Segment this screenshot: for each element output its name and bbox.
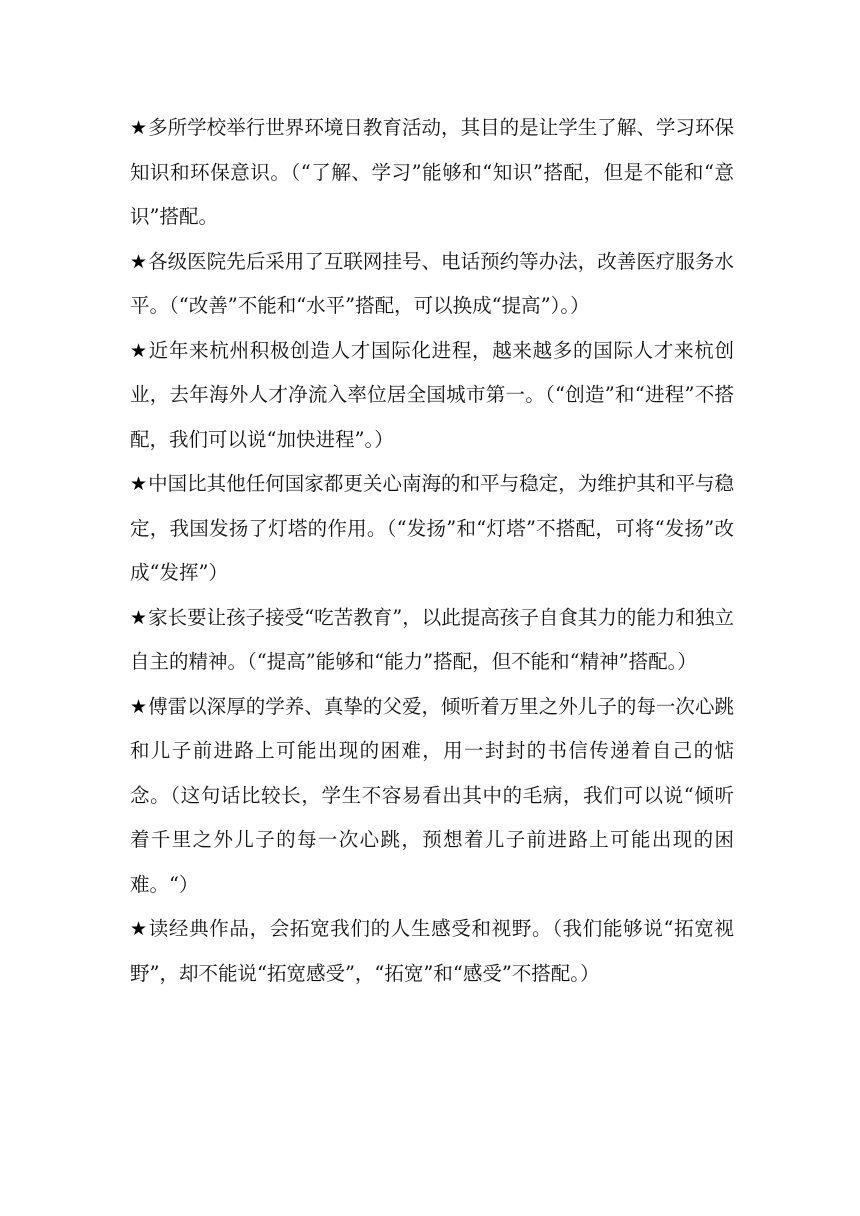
star-bullet-icon: ★ (130, 695, 148, 718)
paragraph-text: 傅雷以深厚的学养、真挚的父爱，倾听着万里之外儿子的每一次心跳和儿子前进路上可能出现的困难，用一封封的书信传递着自己的惦念。（这句话比较长，学生不容易看出其中的毛病，我们可以说“倾听着千里之外儿子的每一次心跳，预想着儿子前进路上可能出现的困难。“） (130, 694, 734, 896)
paragraph-3 (130, 329, 734, 463)
paragraph-text: 家长要让孩子接受“吃苦教育”，以此提高孩子自食其力的能力和独立自主的精神。（“提高”能够和“能力”搭配，但不能和“精神”搭配。） (130, 605, 734, 673)
paragraph-text: 中国比其他任何国家都更关心南海的和平与稳定，为维护其和平与稳定，我国发扬了灯塔的作用。（“发扬”和“灯塔”不搭配，可将“发扬”改成“发挥”） (130, 472, 734, 584)
paragraph-7 (130, 907, 734, 996)
paragraph-6 (130, 685, 734, 908)
paragraph-text: 近年来杭州积极创造人才国际化进程，越来越多的国际人才来杭创业，去年海外人才净流入率位居全国城市第一。（“创造”和“进程”不搭配，我们可以说“加快进程”。） (130, 338, 734, 451)
paragraph-text: 多所学校举行世界环境日教育活动，其目的是让学生了解、学习环保知识和环保意识。（“了解、学习”能够和“知识”搭配，但是不能和“意识”搭配。 (130, 116, 734, 228)
paragraph-text: 读经典作品，会拓宽我们的人生感受和视野。（我们能够说“拓宽视野”，却不能说“拓宽感受”，“拓宽”和“感受”不搭配。） (130, 917, 734, 985)
star-bullet-icon: ★ (130, 250, 148, 273)
star-bullet-icon: ★ (130, 339, 148, 362)
star-bullet-icon: ★ (130, 606, 148, 629)
paragraph-text: 各级医院先后采用了互联网挂号、电话预约等办法，改善医疗服务水平。（“改善”不能和“水平”搭配，可以换成“提高”）。） (130, 249, 734, 317)
document-body (130, 106, 734, 996)
star-bullet-icon: ★ (130, 918, 148, 940)
paragraph-1 (130, 106, 734, 240)
star-bullet-icon: ★ (130, 473, 148, 495)
paragraph-5 (130, 596, 734, 685)
paragraph-4 (130, 462, 734, 596)
star-bullet-icon: ★ (130, 117, 148, 139)
paragraph-2 (130, 240, 734, 329)
